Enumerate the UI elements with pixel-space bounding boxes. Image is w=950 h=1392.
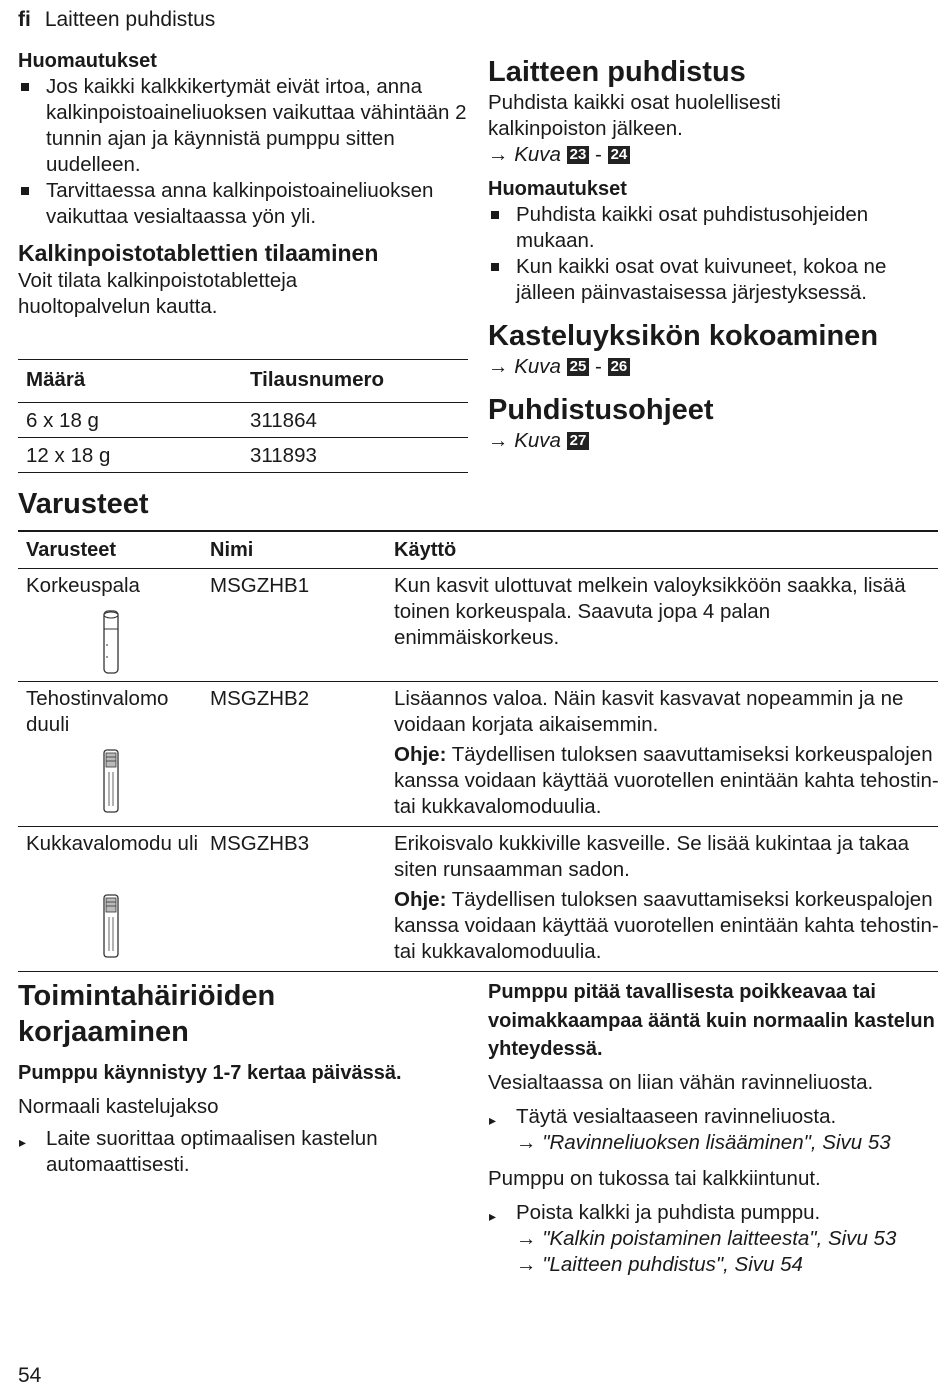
issue-cause: Normaali kastelujakso <box>18 1095 219 1118</box>
accessory-code: MSGZHB1 <box>210 574 310 597</box>
figure-number-badge: 26 <box>608 358 631 376</box>
order-title: Kalkinpoistotablettien tilaaminen <box>18 240 379 266</box>
troubleshooting-left <box>18 978 468 1178</box>
arrow-right-icon: → <box>516 1252 537 1276</box>
table-header-row <box>18 532 938 569</box>
column-header: Tilausnumero <box>250 368 385 391</box>
arrow-right-icon: → <box>516 1226 537 1250</box>
page-reference: → "Kalkin poistaminen laitteesta", Sivu 53 <box>516 1226 897 1250</box>
column-header: Käyttö <box>394 539 457 561</box>
figure-number-badge: 23 <box>567 146 590 164</box>
figure-number-badge: 25 <box>567 358 590 376</box>
action-item: ▸ Laite suorittaa optimaalisen kastelun automaattisesti. <box>19 1127 378 1176</box>
flower-light-module-icon <box>100 893 122 959</box>
note-item: Kun kaikki osat ovat kuivuneet, kokoa ne jälleen päinvastaisessa järjestyksessä. <box>488 254 938 306</box>
table-row: 6 x 18 g 311864 <box>18 402 468 437</box>
section-title-assembly: Kasteluyksikön kokoaminen <box>488 320 879 352</box>
notes-title: Huomautukset <box>488 178 627 200</box>
order-text: Voit tilata kalkinpoistotabletteja huoltopalvelun kautta. <box>18 269 298 318</box>
bullet-square-icon <box>21 187 29 195</box>
accessories-table <box>18 530 938 972</box>
issue-title: Pumppu pitää tavallisesta poikkeavaa tai voimakkaampaa ääntä kuin normaalin kastelun yhteydessä. <box>488 981 935 1060</box>
section-title-cleaning: Laitteen puhdistus <box>488 56 746 88</box>
page-header <box>18 8 215 32</box>
table-row <box>18 569 938 682</box>
accessory-name: Kukkavalomodu uli <box>26 832 199 855</box>
column-header: Määrä <box>26 368 86 391</box>
bullet-triangle-icon: ▸ <box>489 1111 497 1128</box>
accessory-code: MSGZHB3 <box>210 832 310 855</box>
order-table <box>18 359 468 473</box>
height-piece-icon <box>100 609 122 675</box>
bullet-triangle-icon: ▸ <box>489 1207 497 1224</box>
issue-cause: Vesialtaassa on liian vähän ravinneliuosta. <box>488 1070 874 1094</box>
booster-light-module-icon <box>100 748 122 814</box>
arrow-right-icon: → <box>488 355 509 378</box>
notes-title: Huomautukset <box>18 50 157 72</box>
page-number: 54 <box>18 1364 42 1387</box>
action-item: ▸ Poista kalkki ja puhdista pumppu. → "Kalkin poistaminen laitteesta", Sivu 53 → "Laitteen puhdistus", Sivu 54 <box>488 1200 938 1278</box>
bullet-square-icon <box>491 263 499 271</box>
table-header-row <box>18 359 468 402</box>
note-item: Puhdista kaikki osat puhdistusohjeiden mukaan. <box>488 202 938 254</box>
arrow-right-icon: → <box>488 429 509 452</box>
figure-number-badge: 27 <box>567 432 590 450</box>
column-header: Varusteet <box>26 539 117 561</box>
bullet-square-icon <box>21 83 29 91</box>
table-row <box>18 682 938 827</box>
arrow-right-icon: → <box>516 1130 537 1154</box>
issue-cause: Pumppu on tukossa tai kalkkiintunut. <box>488 1166 821 1190</box>
action-item: ▸ Täytä vesialtaaseen ravinneliuosta. → "Ravinneliuoksen lisääminen", Sivu 53 <box>488 1104 938 1156</box>
cleaning-text: Puhdista kaikki osat huolellisesti kalkinpoiston jälkeen. <box>488 91 781 140</box>
left-top-column <box>18 48 468 320</box>
page-reference: → "Ravinneliuoksen lisääminen", Sivu 53 <box>516 1130 891 1154</box>
page-reference: → "Laitteen puhdistus", Sivu 54 <box>516 1252 803 1276</box>
table-row: 12 x 18 g 311893 <box>18 437 468 473</box>
header-title: Laitteen puhdistus <box>44 8 216 31</box>
accessory-use: Kun kasvit ulottuvat melkein valoyksikköön saakka, lisää toinen korkeuspala. Saavuta jopa 4 palan enimmäiskorkeus. <box>394 574 906 649</box>
language-code: fi <box>18 8 31 31</box>
note-item: Tarvittaessa anna kalkinpoistoaineliuoksen vaikuttaa vesialtaassa yön yli. <box>18 178 468 230</box>
section-title-troubleshooting: Toimintahäiriöiden korjaaminen <box>18 980 276 1048</box>
figure-reference: → Kuva 27 <box>488 428 938 454</box>
accessory-use: Erikoisvalo kukkiville kasveille. Se lisää kukintaa ja takaa siten runsaamman sadon. Ohje: Täydellisen tuloksen saavuttamiseksi korkeuspalojen kanssa voidaan käyttää vuorotellen enintään kahta tehostin- tai kukkavalomoduulia. <box>394 832 939 963</box>
accessory-code: MSGZHB2 <box>210 687 310 710</box>
accessory-use: Lisäannos valoa. Näin kasvit kasvavat nopeammin ja ne voidaan korjata aikaisemmin. Ohje: Täydellisen tuloksen saavuttamiseksi korkeuspalojen kanssa voidaan käyttää vuorotellen enintään kahta tehostin- tai kukkavalomoduulia. <box>394 687 939 818</box>
bullet-square-icon <box>491 211 499 219</box>
table-row <box>18 827 938 972</box>
accessory-name: Korkeuspala <box>26 574 140 597</box>
right-top-column <box>488 54 938 454</box>
section-title-accessories: Varusteet <box>18 488 149 520</box>
bullet-triangle-icon: ▸ <box>19 1134 27 1150</box>
figure-reference: → Kuva 25 - 26 <box>488 354 938 380</box>
arrow-right-icon: → <box>488 143 509 166</box>
section-title-instructions: Puhdistusohjeet <box>488 394 714 426</box>
troubleshooting-right <box>488 978 938 1278</box>
accessory-name: Tehostinvalomo duuli <box>26 687 169 736</box>
note-item: Jos kaikki kalkkikertymät eivät irtoa, anna kalkinpoistoaineliuoksen vaikuttaa vähintään 2 tunnin ajan ja käynnistä pumppu sitten uudelleen. <box>18 74 468 178</box>
issue-title: Pumppu käynnistyy 1-7 kertaa päivässä. <box>18 1062 402 1084</box>
figure-reference: → Kuva 23 - 24 <box>488 142 938 168</box>
column-header: Nimi <box>210 539 254 561</box>
figure-number-badge: 24 <box>608 146 631 164</box>
